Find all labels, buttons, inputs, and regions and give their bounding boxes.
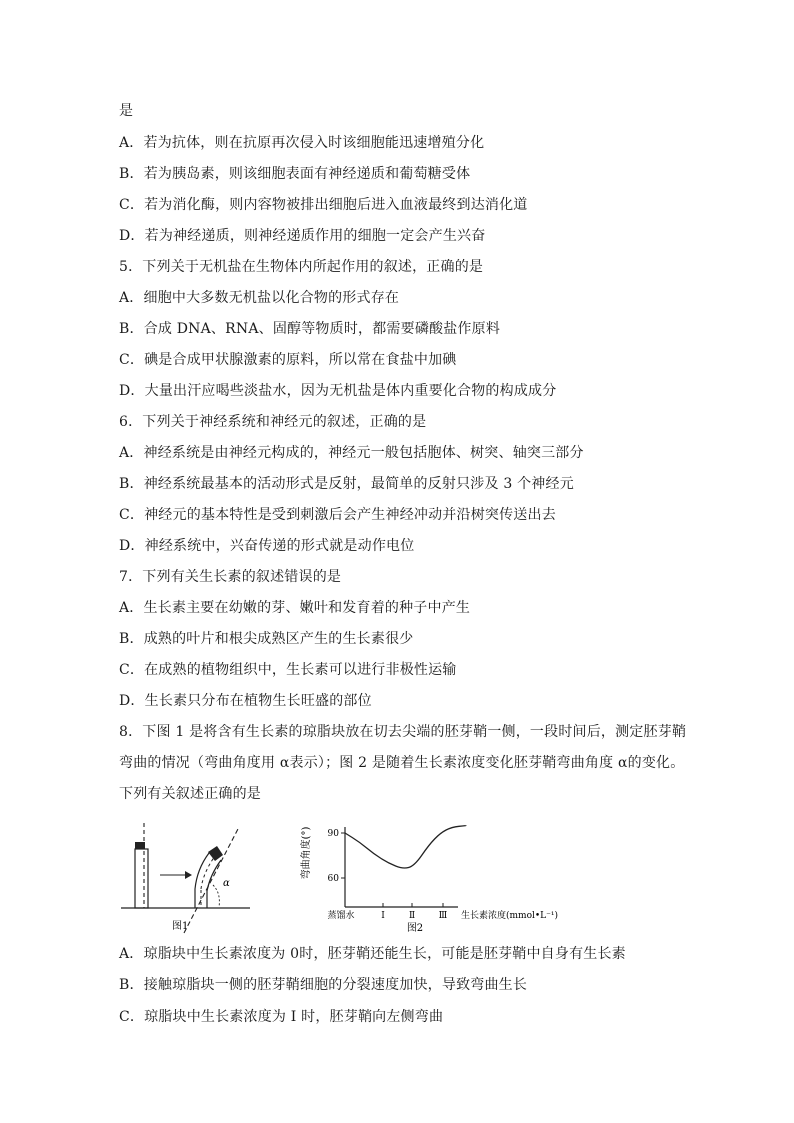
q8-stem-line1: 8．下图 1 是将含有生长素的琼脂块放在切去尖端的胚芽鞘一侧，一段时间后，测定胚芽鞘	[119, 724, 687, 740]
q4-option-a: A．若为抗体，则在抗原再次侵入时该细胞能迅速增殖分化	[119, 135, 485, 151]
q8-option-c: C．琼脂块中生长素浓度为 Ⅰ 时，胚芽鞘向左侧弯曲	[119, 1009, 444, 1025]
q8-figures	[115, 823, 559, 935]
q4-option-b: B．若为胰岛素，则该细胞表面有神经递质和葡萄糖受体	[119, 166, 471, 182]
q6-option-a: A．神经系统是由神经元构成的，神经元一般包括胞体、树突、轴突三部分	[119, 445, 584, 461]
chart-xcat-2: Ⅱ	[408, 911, 416, 921]
chart-xcat-3: Ⅲ	[438, 911, 448, 921]
chart-ytick-label-90: 90	[327, 829, 339, 839]
q8-stem-line2: 弯曲的情况（弯曲角度用 α表示）；图 2 是随着生长素浓度变化胚芽鞘弯曲角度 α的变化。	[119, 755, 685, 771]
q5-option-a: A．细胞中大多数无机盐以化合物的形式存在	[119, 290, 400, 306]
q6-option-d: D．神经系统中，兴奋传递的形式就是动作电位	[119, 538, 415, 554]
fig2-caption: 图2	[406, 923, 424, 934]
q7-stem: 7．下列有关生长素的叙述错误的是	[119, 569, 342, 585]
chart-series-line	[345, 826, 466, 869]
q7-option-a: A．生长素主要在幼嫩的芽、嫩叶和发育着的种子中产生	[119, 600, 471, 616]
fig1-angle-arc	[213, 885, 219, 907]
chart-ylabel: 弯曲角度(°)	[301, 826, 312, 880]
q7-option-b: B．成熟的叶片和根尖成熟区产生的生长素很少	[119, 631, 414, 647]
figure-2-chart	[299, 826, 558, 935]
q4-stem-tail: 是	[119, 103, 134, 119]
q8-stem-line3: 下列有关叙述正确的是	[119, 786, 261, 802]
chart-xcat-0: 蒸馏水	[327, 911, 355, 921]
q5-option-d: D．大量出汗应喝些淡盐水，因为无机盐是体内重要化合物的构成成分	[119, 383, 557, 399]
fig1-caption: 图1	[172, 921, 189, 932]
fig1-arrow-head	[185, 871, 192, 879]
q5-stem: 5．下列关于无机盐在生物体内所起作用的叙述，正确的是	[119, 259, 484, 275]
chart-xcat-1: Ⅰ	[381, 911, 385, 921]
fig1-bent-coleoptile-right-edge	[207, 860, 221, 908]
q4-option-c: C．若为消化酶，则内容物被排出细胞后进入血液最终到达消化道	[119, 197, 528, 213]
q6-option-c: C．神经元的基本特性是受到刺激后会产生神经冲动并沿树突传送出去	[119, 507, 556, 523]
fig1-tilted-dashed-axis	[184, 827, 239, 933]
chart-xlabel: 生长素浓度(mmol•L⁻¹)	[461, 911, 559, 921]
q5-option-b: B．合成 DNA、RNA、固醇等物质时，都需要磷酸盐作原料	[119, 321, 501, 337]
q4-option-d: D．若为神经递质，则神经递质作用的细胞一定会产生兴奋	[119, 228, 486, 244]
q8-option-a: A．琼脂块中生长素浓度为 0时，胚芽鞘还能生长，可能是胚芽鞘中自身有生长素	[119, 946, 626, 962]
fig1-straight-coleoptile	[135, 849, 148, 908]
q7-option-d: D．生长素只分布在植物生长旺盛的部位	[119, 693, 372, 709]
q6-option-b: B．神经系统最基本的活动形式是反射，最简单的反射只涉及 3 个神经元	[119, 476, 574, 492]
chart-ytick-label-60: 60	[327, 874, 339, 884]
q7-option-c: C．在成熟的植物组织中，生长素可以进行非极性运输	[119, 662, 457, 678]
fig1-angle-label: α	[223, 878, 230, 889]
fig1-agar-block-right	[208, 846, 223, 861]
q8-figures-svg	[115, 823, 559, 935]
q5-option-c: C．碘是合成甲状腺激素的原料，所以常在食盐中加碘	[119, 352, 457, 368]
q8-option-b: B．接触琼脂块一侧的胚芽鞘细胞的分裂速度加快，导致弯曲生长	[119, 977, 528, 993]
figure-1	[121, 823, 250, 933]
q6-stem: 6．下列关于神经系统和神经元的叙述，正确的是	[119, 414, 427, 430]
